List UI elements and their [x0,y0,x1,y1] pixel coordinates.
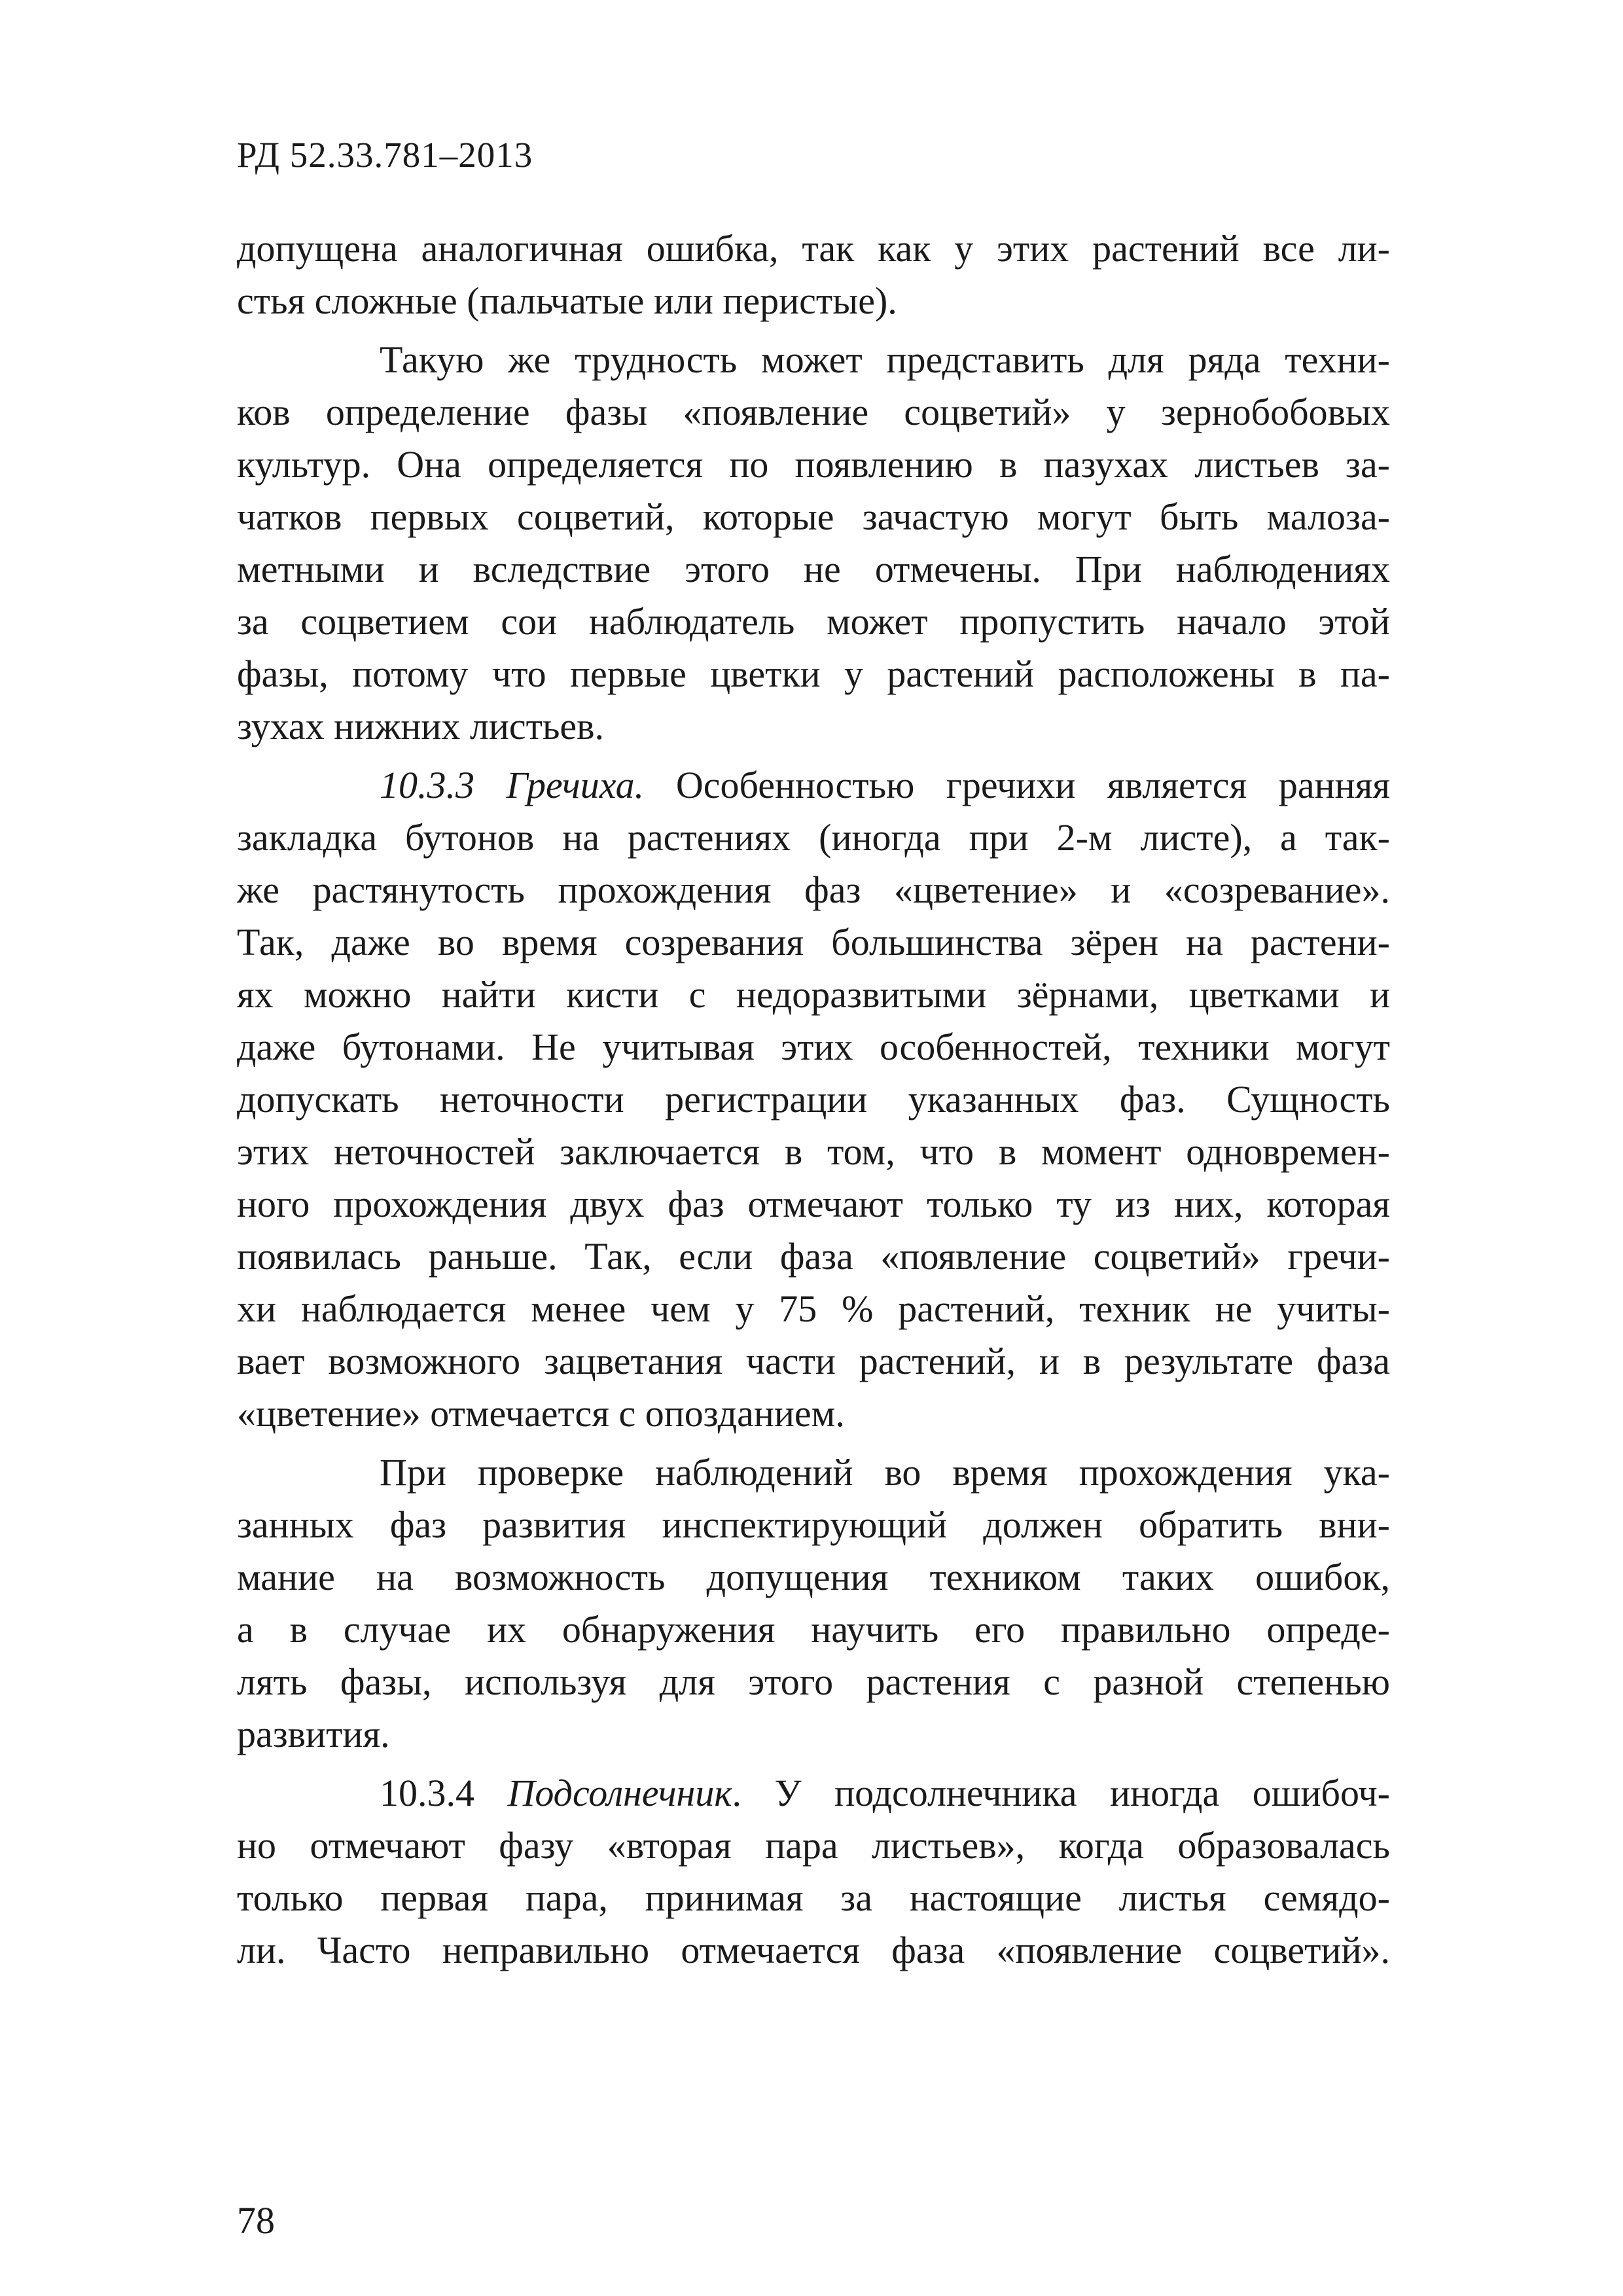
text-line: зухах нижних листьев. [237,705,605,747]
text-line: Такую же трудность может представить для ряда техни- [380,338,1390,381]
section-10-3-3-first-line [380,759,1390,812]
section-title: Гречиха. [506,764,645,806]
page-number: 78 [237,2199,275,2242]
text-line: чатков первых соцветий, которые зачастую могут быть малоза- [237,495,1390,538]
text-line: ли. Часто неправильно отмечается фаза «появление соцветий». [237,1929,1390,1971]
text-line: ного прохождения двух фаз отмечают только ту из них, которая [237,1183,1390,1225]
text-span: Особенностью гречихи является ранняя [675,764,1391,806]
text-line: метными и вследствие этого не отмечены. При наблюдениях [237,548,1390,590]
text-span: . У подсолнечника иногда ошибоч- [732,1772,1391,1814]
text-line: появилась раньше. Так, если фаза «появление соцветий» гречи- [237,1235,1390,1278]
text-line: развития. [237,1713,390,1755]
text-line: культур. Она определяется по появлению в пазухах листьев за- [237,443,1390,486]
section-number: 10.3.3 [380,764,474,806]
text-line: за соцветием сои наблюдатель может пропустить начало этой [237,600,1390,643]
text-line: мание на возможность допущения техником таких ошибок, [237,1556,1390,1598]
document-header: РД 52.33.781–2013 [237,135,533,175]
text-line: занных фаз развития инспектирующий должен обратить вни- [237,1503,1390,1546]
text-line: закладка бутонов на растениях (иногда при 2-м листе), а так- [237,816,1390,859]
text-line: этих неточностей заключается в том, что в момент одновремен- [237,1130,1390,1173]
section-title: Подсолнечник [507,1772,732,1814]
text-line: а в случае их обнаружения научить его правильно опреде- [237,1608,1390,1651]
section-10-3-4-first-line [380,1767,1390,1820]
text-line: допущена аналогичная ошибка, так как у этих растений все ли- [237,227,1390,270]
text-line: но отмечают фазу «вторая пара листьев», когда образовалась [237,1824,1390,1867]
text-line: «цветение» отмечается с опозданием. [237,1392,845,1435]
text-line: Так, даже во время созревания большинства зёрен на растени- [237,921,1390,963]
text-line: только первая пара, принимая за настоящие листья семядо- [237,1876,1390,1919]
text-line: стья сложные (пальчатые или перистые). [237,279,897,322]
text-line: фазы, потому что первые цветки у растений расположены в па- [237,653,1390,695]
text-line: ков определение фазы «появление соцветий» у зернобобовых [237,391,1390,433]
text-line: допускать неточности регистрации указанных фаз. Сущность [237,1078,1390,1121]
text-line: ях можно найти кисти с недоразвитыми зёрнами, цветками и [237,973,1390,1016]
text-line: лять фазы, используя для этого растения с разной степенью [237,1660,1390,1703]
text-line: хи наблюдается менее чем у 75 % растений, техник не учиты- [237,1287,1390,1330]
text-line: даже бутонами. Не учитывая этих особенностей, техники могут [237,1026,1390,1068]
text-line: вает возможного зацветания части растений, и в результате фаза [237,1340,1390,1382]
text-line: При проверке наблюдений во время прохождения ука- [380,1451,1390,1494]
text-line: же растянутость прохождения фаз «цветение» и «созревание». [237,869,1390,911]
section-number: 10.3.4 [380,1772,474,1814]
